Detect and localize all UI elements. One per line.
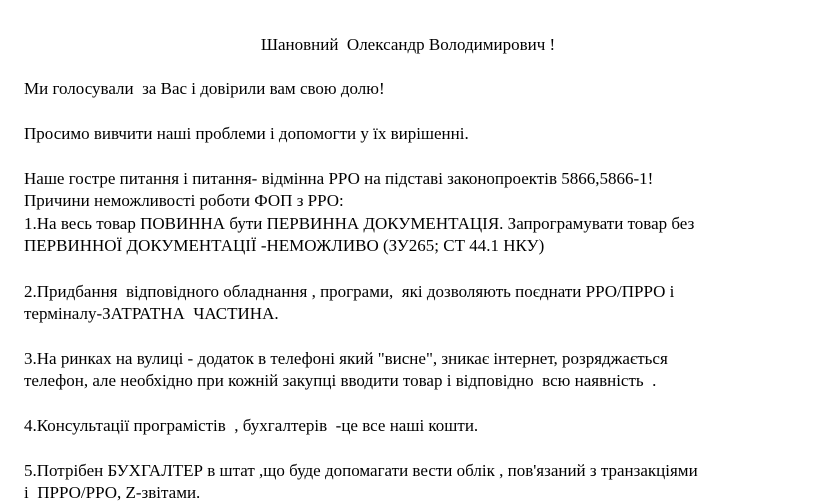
paragraph-3-line-2: Причини неможливості роботи ФОП з РРО: xyxy=(24,191,344,210)
list-item-3-line-2: телефон, але необхідно при кожній закупці вводити товар і відповідно всю наявність . xyxy=(24,371,657,390)
list-item-5-line-2: і ПРРО/РРО, Z-звітами. xyxy=(24,483,201,502)
list-item-2-line-1: 2.Придбання відповідного обладнання , програми, які дозволяють поєднати РРО/ПРРО і xyxy=(24,282,675,301)
list-item-1-line-2: ПЕРВИННОЇ ДОКУМЕНТАЦІЇ -НЕМОЖЛИВО (ЗУ265; СТ 44.1 НКУ) xyxy=(24,236,545,255)
list-item-2-line-2: терміналу-ЗАТРАТНА ЧАСТИНА. xyxy=(24,304,279,323)
list-item-1-line-1: 1.На весь товар ПОВИННА бути ПЕРВИННА ДОКУМЕНТАЦІЯ. Запрограмувати товар без xyxy=(24,214,695,233)
list-item-4-line-1: 4.Консультації програмістів , бухгалтерів -це все наші кошти. xyxy=(24,416,479,435)
paragraph-3-line-1: Наше гостре питання і питання- відмінна РРО на підставі законопроектів 5866,5866-1! xyxy=(24,169,654,188)
list-item-3-line-1: 3.На ринках на вулиці - додаток в телефоні який "висне", зникає інтернет, розряджається xyxy=(24,349,668,368)
paragraph-2: Просимо вивчити наші проблеми і допомогти у їх вирішенні. xyxy=(24,124,469,143)
list-item-5-line-1: 5.Потрібен БУХГАЛТЕР в штат ,що буде допомагати вести облік , пов'язаний з транзакціями xyxy=(24,461,698,480)
paragraph-1: Ми голосували за Вас і довірили вам свою долю! xyxy=(24,79,385,98)
letter-greeting: Шановний Олександр Володимирович ! xyxy=(260,35,556,54)
